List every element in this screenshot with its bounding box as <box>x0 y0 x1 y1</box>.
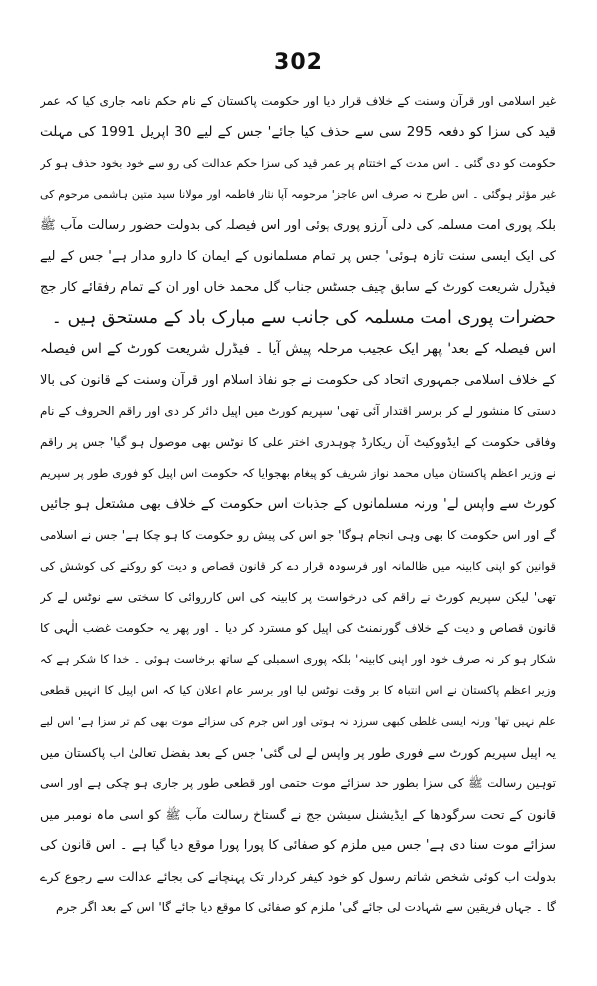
text-line: دستی کا منشور لے کر برسر اقتدار آئی تھی' سپریم کورٹ میں اپیل دائر کر دی اور راقم الحروف کے نام <box>40 404 556 418</box>
text-line: کورٹ سے واپس لے' ورنہ مسلمانوں کے جذبات اس حکومت کے خلاف بھی مشتعل ہو جائیں <box>40 496 556 512</box>
text-line: کی ایک ایسی سنت تازہ ہوئی' جس پر تمام مسلمانوں کے ایمان کا دارو مدار ہے' جس کے لیے <box>40 249 556 264</box>
text-line: غیر اسلامی اور قرآن وسنت کے خلاف قرار دیا اور حکومت پاکستان کے نام حکم نامہ جاری کیا کہ عمر <box>40 94 556 108</box>
text-line: اس فیصلہ کے بعد' پھر ایک عجیب مرحلہ پیش آیا ۔ فیڈرل شریعت کورٹ کے اس فیصلہ <box>40 341 556 357</box>
text-line: قید کی سزا کو دفعہ 295 سی سے حذف کیا جائے' جس کے لیے 30 اپریل 1991 کی مہلت <box>40 124 556 140</box>
text-line: گے اور اس حکومت کا بھی وہی انجام ہوگا' جو اس کی پیش رو حکومت کا ہو چکا ہے' جس نے اسلامی <box>40 528 556 542</box>
text-line: بدولت اب کوئی شخص شاتم رسول کو خود کیفر کردار تک پہنچانے کی بجائے عدالت سے رجوع کرے <box>40 869 556 884</box>
text-line: قانون کے تحت سرگودھا کے ایڈیشنل سیشن جج نے گستاخ رسالت مآب ﷺ کو اسی ماہ نومبر میں <box>40 807 556 822</box>
text-line: گا ۔ جہاں فریقین سے شہادت لی جائے گی' ملزم کو صفائی کا موقع دیا جائے گا' اس کے بعد اگر جرم <box>55 900 556 914</box>
urdu-body-text <box>40 86 556 923</box>
text-line: قانون قصاص و دیت کے خلاف گورنمنٹ کی اپیل کو مسترد کر دیا ۔ اور پھر یہ حکومت غضب الٰہی کا <box>40 621 556 635</box>
text-line: سزائے موت سنا دی ہے' جس میں ملزم کو صفائی کا پورا پورا موقع دیا گیا ہے ۔ اس قانون کی <box>40 838 556 853</box>
text-line: شکار ہو کر نہ صرف خود اور اپنی کابینہ' بلکہ پوری اسمبلی کے ساتھ برخاست ہوئی ۔ خدا کا شکر ہے کہ <box>40 652 556 666</box>
text-line: بلکہ پوری امت مسلمہ کی دلی آرزو پوری ہوئی اور اس فیصلہ کی بدولت حضور رسالت مآب ﷺ <box>40 218 556 233</box>
text-line: وفاقی حکومت کے ایڈووکیٹ آن ریکارڈ چوہدری اختر علی کا نوٹس بھی موصول ہو گیا' جس پر راقم <box>40 435 556 449</box>
text-line: قوانین کو اپنی کابینہ میں ظالمانہ اور فرسودہ قرار دے کر قانون قصاص و دیت کو روکنے کی کوشش کی <box>40 559 556 573</box>
text-line: غیر مؤثر ہوگئی ۔ اس طرح نہ صرف اس عاجز' مرحومہ آپا نثار فاطمہ اور مولانا سید متین ہاشمی مرحوم کی <box>40 188 556 201</box>
text-line: وزیر اعظم پاکستان نے اس انتباہ کا بر وقت نوٹس لیا اور برسر عام اعلان کیا کہ اس اپیل کا انہیں قطعی <box>40 683 556 697</box>
text-line: تھی' لیکن سپریم کورٹ نے راقم کی درخواست پر کابینہ کی اس کارروائی کا سختی سے نوٹس لے کر <box>40 590 556 604</box>
text-line: حکومت کو دی گئی ۔ اس مدت کے اختتام پر عمر قید کی سزا حکم عدالت کی رو سے خود بخود حذف ہو کر <box>40 156 556 170</box>
text-line: حضرات پوری امت مسلمہ کی جانب سے مبارک باد کے مستحق ہیں ۔ <box>51 308 556 328</box>
text-line: نے وزیر اعظم پاکستان میاں محمد نواز شریف کو پیغام بھجوایا کہ حکومت اس اپیل کو فوری طور پر سپریم <box>40 466 556 480</box>
page-number: 302 <box>274 50 323 75</box>
text-line: علم نہیں تھا' ورنہ ایسی غلطی کبھی سرزد نہ ہوتی اور اس جرم کی سزائے موت بھی کم تر سزا ہے' اس لیے <box>40 715 556 728</box>
text-line: یہ اپیل سپریم کورٹ سے فوری طور پر واپس لے لی گئی' جس کے بعد بفضل تعالیٰ اب پاکستان میں <box>40 745 556 760</box>
text-line: کے خلاف اسلامی جمہوری اتحاد کی حکومت نے جو نفاذ اسلام اور قرآن وسنت کے قانون کی بالا <box>40 373 556 388</box>
text-line: فیڈرل شریعت کورٹ کے سابق چیف جسٹس جناب گل محمد خاں اور ان کے تمام رفقائے کار جج <box>40 280 556 295</box>
text-line: توہین رسالت ﷺ کی سزا بطور حد سزائے موت حتمی اور قطعی طور پر جاری ہو چکی ہے اور اسی <box>40 776 556 790</box>
